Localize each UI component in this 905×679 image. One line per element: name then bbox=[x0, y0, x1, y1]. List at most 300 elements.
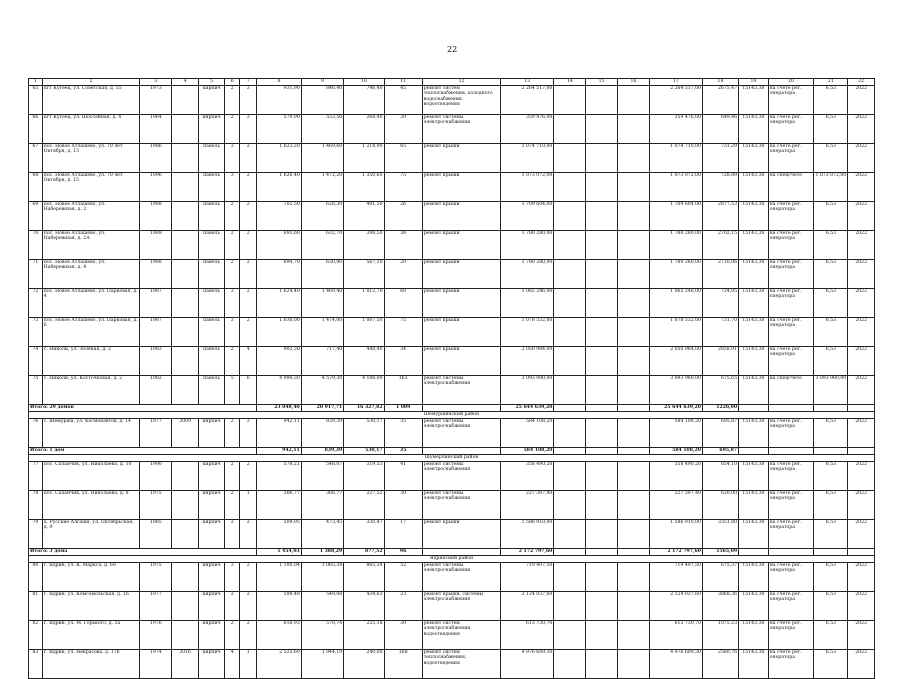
column-number-cell: 8 bbox=[257, 79, 302, 86]
table-cell: 4 990,30 bbox=[257, 376, 302, 405]
table-cell: 2 bbox=[240, 144, 257, 173]
table-cell: 15143,38 bbox=[739, 318, 769, 347]
table-cell: 1 100,04 bbox=[257, 563, 302, 592]
table-cell: 1990 bbox=[140, 462, 172, 491]
table-cell: пос. Саланчик, ул. Николаева, д. 8 bbox=[42, 491, 140, 520]
table-row bbox=[29, 86, 875, 115]
table-cell: 1976 bbox=[140, 621, 172, 650]
table-cell: 1973 bbox=[140, 86, 172, 115]
total-cell bbox=[768, 405, 814, 412]
table-cell: 225,18 bbox=[344, 621, 384, 650]
table-cell: с. Николи, ул. Зеленая, д. 2 bbox=[42, 347, 140, 376]
table-cell: с. Шемурша, ул. Космонавтов, д. 14 bbox=[42, 419, 140, 448]
table-cell: 6,53 bbox=[814, 419, 848, 448]
table-cell: 2022 bbox=[848, 231, 875, 260]
table-cell: 1 623,20 bbox=[257, 144, 302, 173]
table-cell: ремонт системы электроснабжения bbox=[422, 376, 501, 405]
table-cell: 2022 bbox=[848, 86, 875, 115]
column-number-cell: 18 bbox=[702, 79, 738, 86]
table-cell: 618,93 bbox=[257, 621, 302, 650]
table-cell: на счете рег. оператора bbox=[768, 318, 814, 347]
total-cell bbox=[848, 405, 875, 412]
table-cell: 2022 bbox=[848, 173, 875, 202]
table-cell: ремонт системы электроснабжения bbox=[422, 462, 501, 491]
table-cell: 15143,38 bbox=[739, 231, 769, 260]
table-cell: на счете рег. оператора bbox=[768, 650, 814, 679]
table-cell: кирпич bbox=[198, 563, 225, 592]
total-cell bbox=[848, 448, 875, 455]
table-cell bbox=[618, 621, 650, 650]
table-cell: 6,53 bbox=[814, 491, 848, 520]
table-cell: на счете рег. оператора bbox=[768, 202, 814, 231]
total-label: Итого: 29 домов bbox=[29, 405, 257, 412]
total-cell bbox=[768, 549, 814, 556]
table-cell: 2022 bbox=[848, 202, 875, 231]
district-total-row bbox=[29, 405, 875, 412]
table-cell: 358 490,20 bbox=[501, 462, 554, 491]
table-cell: кирпич bbox=[198, 419, 225, 448]
column-number-cell: 19 bbox=[739, 79, 769, 86]
table-cell: 3 bbox=[240, 419, 257, 448]
table-cell: 2 bbox=[240, 231, 257, 260]
table-row bbox=[29, 173, 875, 202]
table-cell bbox=[586, 86, 618, 115]
table-cell: 2022 bbox=[848, 520, 875, 549]
table-cell: 6,53 bbox=[814, 318, 848, 347]
total-cell bbox=[768, 448, 814, 455]
table-cell: 448,40 bbox=[344, 347, 384, 376]
table-cell bbox=[586, 563, 618, 592]
table-cell: 6 bbox=[240, 376, 257, 405]
table-cell: 2 bbox=[240, 520, 257, 549]
table-cell: 2 050 984,00 bbox=[649, 347, 702, 376]
table-cell: 491,50 bbox=[344, 202, 384, 231]
table-cell: 434,63 bbox=[344, 592, 384, 621]
total-cell: 695,87 bbox=[702, 448, 738, 455]
table-cell: 2 525,69 bbox=[257, 650, 302, 679]
table-cell: 1 bbox=[240, 491, 257, 520]
table-cell: ремонт крыши bbox=[422, 289, 501, 318]
table-cell: 598,48 bbox=[257, 592, 302, 621]
total-cell: 1 388,29 bbox=[301, 549, 343, 556]
table-row bbox=[29, 144, 875, 173]
total-label: Итого: 3 дома bbox=[29, 549, 257, 556]
table-cell: 65 bbox=[29, 86, 43, 115]
table-cell bbox=[554, 202, 586, 231]
table-cell: 2 bbox=[225, 347, 240, 376]
table-cell: 6,53 bbox=[814, 115, 848, 144]
table-cell: 931,90 bbox=[257, 86, 302, 115]
table-cell: 1986 bbox=[140, 144, 172, 173]
table-cell bbox=[554, 419, 586, 448]
table-cell: кирпич bbox=[198, 86, 225, 115]
table-cell: 23 bbox=[384, 592, 422, 621]
table-cell bbox=[618, 491, 650, 520]
table-cell: 2 bbox=[240, 462, 257, 491]
table-cell: 2022 bbox=[848, 144, 875, 173]
table-cell: панель bbox=[198, 347, 225, 376]
table-cell: 3 093 980,00 bbox=[501, 376, 554, 405]
table-cell: на счете рег. оператора bbox=[768, 260, 814, 289]
district-heading: Шемуршинский район bbox=[29, 412, 875, 419]
table-cell: ремонт крыши bbox=[422, 347, 501, 376]
table-cell bbox=[618, 347, 650, 376]
table-cell: 1 073 072,00 bbox=[649, 173, 702, 202]
column-number-cell: 22 bbox=[848, 79, 875, 86]
table-cell bbox=[618, 289, 650, 318]
column-number-cell: 5 bbox=[198, 79, 225, 86]
table-cell: 3 bbox=[240, 86, 257, 115]
table-cell: кирпич bbox=[198, 115, 225, 144]
table-cell: 2702,15 bbox=[702, 231, 738, 260]
table-cell bbox=[554, 520, 586, 549]
table-cell: 473,45 bbox=[301, 520, 343, 549]
table-cell: д. Русские Алгаши, ул. Октябрьская, д. 9 bbox=[42, 520, 140, 549]
table-cell: 567,10 bbox=[344, 260, 384, 289]
table-cell: 6,53 bbox=[814, 520, 848, 549]
table-cell bbox=[618, 462, 650, 491]
column-number-cell: 3 bbox=[140, 79, 172, 86]
table-cell: 6,53 bbox=[814, 592, 848, 621]
table-cell: 67 bbox=[29, 144, 43, 173]
table-cell: 74 bbox=[29, 347, 43, 376]
table-cell: 5 bbox=[225, 376, 240, 405]
table-cell: 15143,38 bbox=[739, 621, 769, 650]
table-cell: 4 579,30 bbox=[301, 376, 343, 405]
table-cell: 1 630,00 bbox=[257, 318, 302, 347]
table-cell: 2 bbox=[240, 260, 257, 289]
table-cell: 66 bbox=[29, 115, 43, 144]
table-cell: панель bbox=[198, 318, 225, 347]
table-cell: 2022 bbox=[848, 419, 875, 448]
table-cell: 1987 bbox=[140, 289, 172, 318]
table-cell: 649,46 bbox=[702, 115, 738, 144]
table-cell: 728,89 bbox=[702, 173, 738, 202]
table-cell: 73 bbox=[29, 318, 43, 347]
table-cell: 1 472,20 bbox=[301, 173, 343, 202]
table-cell: на счете рег. оператора bbox=[768, 347, 814, 376]
table-cell bbox=[586, 592, 618, 621]
table-cell: 1975 bbox=[140, 563, 172, 592]
table-cell: 2 bbox=[240, 563, 257, 592]
total-cell: 25 644 639,20 bbox=[649, 405, 702, 412]
table-cell: 72 bbox=[29, 289, 43, 318]
table-cell bbox=[618, 144, 650, 173]
table-cell: 2 bbox=[225, 621, 240, 650]
table-cell: 6,53 bbox=[814, 86, 848, 115]
total-cell: 35 bbox=[384, 448, 422, 455]
table-cell: 2877,53 bbox=[702, 202, 738, 231]
table-cell bbox=[554, 260, 586, 289]
table-cell: панель bbox=[198, 260, 225, 289]
table-row bbox=[29, 462, 875, 491]
table-cell: пгт Кутеец, ул. Советская, д. 55 bbox=[42, 86, 140, 115]
table-cell: 6,53 bbox=[814, 563, 848, 592]
table-cell: 319,53 bbox=[344, 462, 384, 491]
total-cell: 2 172 797,60 bbox=[649, 549, 702, 556]
table-cell: 76 bbox=[29, 419, 43, 448]
table-cell: панель bbox=[198, 231, 225, 260]
table-cell: 29 bbox=[384, 260, 422, 289]
column-number-cell: 1 bbox=[29, 79, 43, 86]
table-cell bbox=[586, 419, 618, 448]
table-cell: 2 bbox=[240, 202, 257, 231]
table-cell: 2022 bbox=[848, 621, 875, 650]
table-cell bbox=[586, 520, 618, 549]
table-cell bbox=[172, 563, 199, 592]
table-cell: ремонт крыши bbox=[422, 520, 501, 549]
column-number-cell: 17 bbox=[649, 79, 702, 86]
table-cell: 68 bbox=[29, 173, 43, 202]
table-cell: 15143,38 bbox=[739, 260, 769, 289]
table-cell bbox=[618, 318, 650, 347]
district-total-row bbox=[29, 549, 875, 556]
total-cell: 96 bbox=[384, 549, 422, 556]
table-cell: 2 bbox=[225, 419, 240, 448]
table-cell: панель bbox=[198, 376, 225, 405]
table-cell: 654,10 bbox=[702, 462, 738, 491]
table-cell bbox=[554, 231, 586, 260]
table-cell: 2 264 517,00 bbox=[501, 86, 554, 115]
table-cell: 15143,38 bbox=[739, 289, 769, 318]
table-cell: 366,77 bbox=[257, 491, 302, 520]
table-cell: ремонт системы электроснабжения bbox=[422, 563, 501, 592]
table-cell: 570,74 bbox=[301, 621, 343, 650]
table-cell: пос. Новое Атлашево, ул. 70 лет Октября, д. 15 bbox=[42, 173, 140, 202]
table-cell: 15143,38 bbox=[739, 592, 769, 621]
table-cell: 746,40 bbox=[344, 86, 384, 115]
table-cell bbox=[586, 173, 618, 202]
table-row bbox=[29, 520, 875, 549]
total-cell bbox=[848, 549, 875, 556]
table-cell: 2 124 037,60 bbox=[501, 592, 554, 621]
table-cell: 1 073 072,00 bbox=[501, 173, 554, 202]
table-cell bbox=[172, 621, 199, 650]
table-cell: 168 bbox=[384, 650, 422, 679]
total-cell bbox=[814, 405, 848, 412]
table-cell bbox=[172, 376, 199, 405]
table-cell: 358 490,20 bbox=[649, 462, 702, 491]
table-cell: пос. Новое Атлашево, ул. Набережная, д. 2А bbox=[42, 231, 140, 260]
table-cell bbox=[554, 144, 586, 173]
table-cell: 15143,38 bbox=[739, 491, 769, 520]
table-cell: 1 780 280,00 bbox=[649, 231, 702, 260]
table-cell bbox=[172, 520, 199, 549]
table-cell: пос. Новое Атлашево, ул. Набережная, д. 4 bbox=[42, 260, 140, 289]
total-label: Итого: 1 дом bbox=[29, 448, 257, 455]
table-cell bbox=[618, 173, 650, 202]
table-cell: 1982 bbox=[140, 376, 172, 405]
total-cell: 584 108,20 bbox=[501, 448, 554, 455]
total-cell bbox=[618, 549, 650, 556]
table-cell bbox=[172, 318, 199, 347]
table-cell bbox=[586, 621, 618, 650]
table-cell: ремонт крыши bbox=[422, 318, 501, 347]
table-cell: 227 397,40 bbox=[649, 491, 702, 520]
total-cell: 20 917,71 bbox=[301, 405, 343, 412]
table-cell: на счете рег. оператора bbox=[768, 231, 814, 260]
table-cell: на спецсчете bbox=[768, 173, 814, 202]
table-cell bbox=[172, 115, 199, 144]
table-cell bbox=[554, 318, 586, 347]
table-cell: пгт Кутеец, ул. Шоссейная, д. 4 bbox=[42, 115, 140, 144]
table-cell bbox=[172, 347, 199, 376]
table-cell: 1987 bbox=[140, 318, 172, 347]
table-row bbox=[29, 376, 875, 405]
table-cell: 2858,91 bbox=[702, 347, 738, 376]
table-cell: ремонт систем теплоснабжения, водоотведения bbox=[422, 650, 501, 679]
column-number-cell: 16 bbox=[618, 79, 650, 86]
table-row bbox=[29, 563, 875, 592]
table-cell: 398,50 bbox=[344, 231, 384, 260]
table-cell: 3 bbox=[225, 173, 240, 202]
table-cell: 15143,38 bbox=[739, 115, 769, 144]
table-cell: 4 108,00 bbox=[344, 376, 384, 405]
table-cell: 1 586 910,00 bbox=[501, 520, 554, 549]
table-cell: 75 bbox=[384, 173, 422, 202]
table-cell bbox=[172, 260, 199, 289]
table-cell: 1974 bbox=[140, 650, 172, 679]
table-cell: 3868,36 bbox=[702, 592, 738, 621]
total-cell: 530,17 bbox=[344, 448, 384, 455]
table-cell bbox=[586, 318, 618, 347]
table-cell: 3 093 980,00 bbox=[649, 376, 702, 405]
table-cell: 2 bbox=[240, 173, 257, 202]
total-cell: 16 327,82 bbox=[344, 405, 384, 412]
table-cell: 1975 bbox=[140, 491, 172, 520]
table-cell: 359 476,00 bbox=[649, 115, 702, 144]
table-cell bbox=[554, 650, 586, 679]
table-cell: 3 bbox=[225, 144, 240, 173]
total-cell bbox=[814, 448, 848, 455]
table-cell bbox=[618, 231, 650, 260]
total-cell bbox=[422, 448, 501, 455]
table-cell: 268,40 bbox=[344, 115, 384, 144]
total-cell bbox=[814, 549, 848, 556]
table-cell: 41 bbox=[384, 462, 422, 491]
table-cell: 240,00 bbox=[344, 650, 384, 679]
table-cell: 2022 bbox=[848, 318, 875, 347]
column-number-cell: 14 bbox=[554, 79, 586, 86]
table-cell: 2022 bbox=[848, 115, 875, 144]
table-cell: 2009 bbox=[172, 419, 199, 448]
table-cell bbox=[618, 376, 650, 405]
table-cell: 65 bbox=[384, 144, 422, 173]
table-cell: с. Николи, ул. Косточковая, д. 2 bbox=[42, 376, 140, 405]
column-number-cell: 13 bbox=[501, 79, 554, 86]
table-cell: 724,95 bbox=[702, 289, 738, 318]
table-cell bbox=[554, 563, 586, 592]
table-cell: 80 bbox=[29, 563, 43, 592]
table-cell: г. Ядрин, ул. К. Маркса, д. 69 bbox=[42, 563, 140, 592]
table-cell: 3351,80 bbox=[702, 520, 738, 549]
table-cell: пос. Новое Атлашево, ул. Парковая, д. 4 bbox=[42, 289, 140, 318]
table-cell: 553,50 bbox=[301, 115, 343, 144]
table-cell: 509,05 bbox=[257, 520, 302, 549]
table-cell bbox=[172, 462, 199, 491]
district-heading-row bbox=[29, 556, 875, 563]
total-cell bbox=[739, 405, 769, 412]
table-cell: 1985 bbox=[140, 520, 172, 549]
table-cell: 227 397,40 bbox=[501, 491, 554, 520]
table-cell: 1075,23 bbox=[702, 621, 738, 650]
table-cell: на счете рег. оператора bbox=[768, 520, 814, 549]
table-cell: 613 730,70 bbox=[649, 621, 702, 650]
table-cell: ремонт систем электроснабжения, водоотведения bbox=[422, 621, 501, 650]
table-cell: 4 bbox=[225, 650, 240, 679]
table-cell bbox=[586, 491, 618, 520]
table-cell: 52 bbox=[384, 563, 422, 592]
table-cell: 69 bbox=[29, 202, 43, 231]
table-cell bbox=[618, 563, 650, 592]
table-cell: панель bbox=[198, 202, 225, 231]
total-cell bbox=[554, 549, 586, 556]
table-cell: 6,53 bbox=[814, 260, 848, 289]
table-cell: 78 bbox=[29, 491, 43, 520]
table-cell: на счете рег. оператора bbox=[768, 86, 814, 115]
page-number: 22 bbox=[447, 45, 458, 54]
district-heading-row bbox=[29, 455, 875, 462]
table-cell: 3 093 980,00 bbox=[814, 376, 848, 405]
table-cell bbox=[172, 592, 199, 621]
total-cell: 584 108,20 bbox=[649, 448, 702, 455]
table-cell: 70 bbox=[29, 231, 43, 260]
table-cell: 2022 bbox=[848, 592, 875, 621]
table-cell: 717,40 bbox=[301, 347, 343, 376]
table-cell: 2 bbox=[225, 202, 240, 231]
table-cell: 3 bbox=[240, 115, 257, 144]
district-heading: Шумерлинский район bbox=[29, 455, 875, 462]
table-cell: 38 bbox=[384, 231, 422, 260]
table-row bbox=[29, 592, 875, 621]
table-cell bbox=[618, 202, 650, 231]
table-cell: 1 780 280,00 bbox=[649, 260, 702, 289]
table-cell: 69 bbox=[384, 289, 422, 318]
table-cell: ремонт крыши, системы электроснабжения bbox=[422, 592, 501, 621]
table-cell: панель bbox=[198, 173, 225, 202]
table-cell: на спецсчете bbox=[768, 376, 814, 405]
table-cell: 4 976 609,30 bbox=[501, 650, 554, 679]
table-cell: 839,39 bbox=[301, 419, 343, 448]
table-cell bbox=[618, 86, 650, 115]
table-cell: кирпич bbox=[198, 462, 225, 491]
table-cell: 1 944,19 bbox=[301, 650, 343, 679]
table-cell: 2022 bbox=[848, 491, 875, 520]
table-cell: 15143,38 bbox=[739, 173, 769, 202]
table-cell: 4 bbox=[240, 347, 257, 376]
table-cell: 6,53 bbox=[814, 462, 848, 491]
total-cell bbox=[422, 549, 501, 556]
table-cell: 4 976 609,30 bbox=[649, 650, 702, 679]
table-cell: 579,90 bbox=[257, 115, 302, 144]
total-cell: 25 644 639,20 bbox=[501, 405, 554, 412]
table-cell: на счете рег. оператора bbox=[768, 462, 814, 491]
total-cell: 877,52 bbox=[344, 549, 384, 556]
table-cell: 227,52 bbox=[344, 491, 384, 520]
column-number-cell: 11 bbox=[384, 79, 422, 86]
total-cell: 1226,00 bbox=[702, 405, 738, 412]
table-cell: 81 bbox=[29, 592, 43, 621]
table-cell: 902,30 bbox=[257, 347, 302, 376]
table-cell: 731,29 bbox=[702, 144, 738, 173]
table-cell bbox=[172, 202, 199, 231]
table-cell: ремонт крыши bbox=[422, 144, 501, 173]
table-cell: кирпич bbox=[198, 621, 225, 650]
table-cell: г. Ядрин, ул. Комсомольская, д. 16 bbox=[42, 592, 140, 621]
table-row bbox=[29, 231, 875, 260]
total-cell bbox=[554, 405, 586, 412]
table-cell: 702,50 bbox=[257, 202, 302, 231]
